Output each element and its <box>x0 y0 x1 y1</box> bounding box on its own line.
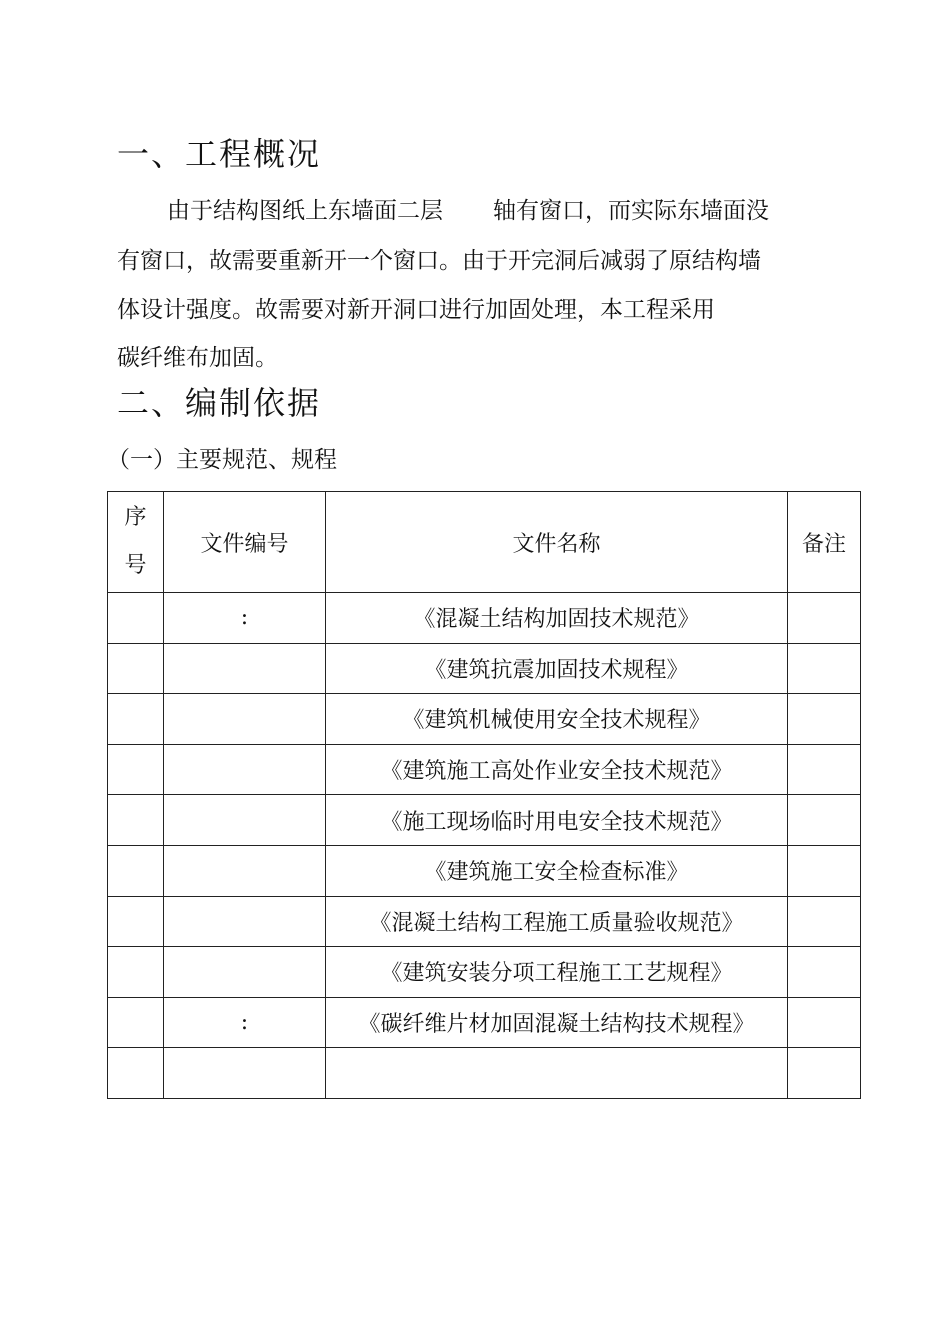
table-row <box>108 795 861 846</box>
cell-seq <box>108 795 164 846</box>
cell-seq <box>108 1048 164 1099</box>
cell-doc-name: 《碳纤维片材加固混凝土结构技术规程》 <box>326 997 788 1048</box>
table-row <box>108 593 861 644</box>
cell-seq <box>108 694 164 745</box>
cell-remark <box>788 593 861 644</box>
cell-seq <box>108 643 164 694</box>
specs-table <box>107 491 861 1099</box>
cell-doc-name: 《建筑安装分项工程施工工艺规程》 <box>326 947 788 998</box>
cell-doc-no <box>164 694 326 745</box>
cell-seq <box>108 896 164 947</box>
table-row <box>108 997 861 1048</box>
cell-doc-no <box>164 896 326 947</box>
table-row <box>108 643 861 694</box>
cell-remark <box>788 643 861 694</box>
para-line-1a: 由于结构图纸上东墙面二层 <box>167 198 443 224</box>
cell-doc-name <box>326 1048 788 1099</box>
para-line-1b: 轴有窗口，而实际东墙面没 <box>493 198 769 224</box>
section2-title: 二、编制依据 <box>117 384 322 422</box>
table-header-row <box>108 492 861 593</box>
table-row <box>108 845 861 896</box>
header-remark: 备注 <box>788 492 861 593</box>
para-line-3: 体设计强度。故需要对新开洞口进行加固处理，本工程采用 <box>117 297 715 323</box>
cell-remark <box>788 1048 861 1099</box>
cell-seq <box>108 593 164 644</box>
cell-seq <box>108 997 164 1048</box>
cell-doc-name: 《混凝土结构工程施工质量验收规范》 <box>326 896 788 947</box>
cell-doc-no <box>164 795 326 846</box>
cell-doc-name: 《施工现场临时用电安全技术规范》 <box>326 795 788 846</box>
table-row <box>108 896 861 947</box>
table-row <box>108 744 861 795</box>
table-row <box>108 1048 861 1099</box>
cell-doc-no <box>164 643 326 694</box>
cell-remark <box>788 795 861 846</box>
section2-subtitle: （一）主要规范、规程 <box>107 447 337 473</box>
cell-doc-no <box>164 1048 326 1099</box>
cell-doc-name: 《混凝土结构加固技术规范》 <box>326 593 788 644</box>
cell-doc-no <box>164 744 326 795</box>
cell-seq <box>108 845 164 896</box>
cell-remark <box>788 694 861 745</box>
cell-remark <box>788 744 861 795</box>
cell-doc-no <box>164 845 326 896</box>
cell-remark <box>788 896 861 947</box>
para-line-1 <box>167 196 769 226</box>
table-row <box>108 694 861 745</box>
cell-doc-no <box>164 947 326 998</box>
cell-doc-name: 《建筑抗震加固技术规程》 <box>326 643 788 694</box>
cell-seq <box>108 744 164 795</box>
header-doc-name: 文件名称 <box>326 492 788 593</box>
header-seq: 序 号 <box>108 492 164 593</box>
cell-doc-name: 《建筑机械使用安全技术规程》 <box>326 694 788 745</box>
cell-doc-name: 《建筑施工高处作业安全技术规范》 <box>326 744 788 795</box>
cell-seq <box>108 947 164 998</box>
cell-remark <box>788 845 861 896</box>
cell-doc-no: : <box>164 997 326 1048</box>
cell-remark <box>788 947 861 998</box>
cell-doc-no: : <box>164 593 326 644</box>
header-doc-no: 文件编号 <box>164 492 326 593</box>
para-line-2: 有窗口，故需要重新开一个窗口。由于开完洞后减弱了原结构墙 <box>117 248 761 274</box>
para-line-4: 碳纤维布加固。 <box>117 345 278 371</box>
cell-remark <box>788 997 861 1048</box>
cell-doc-name: 《建筑施工安全检查标准》 <box>326 845 788 896</box>
table-row <box>108 947 861 998</box>
section1-title: 一、工程概况 <box>117 135 322 173</box>
